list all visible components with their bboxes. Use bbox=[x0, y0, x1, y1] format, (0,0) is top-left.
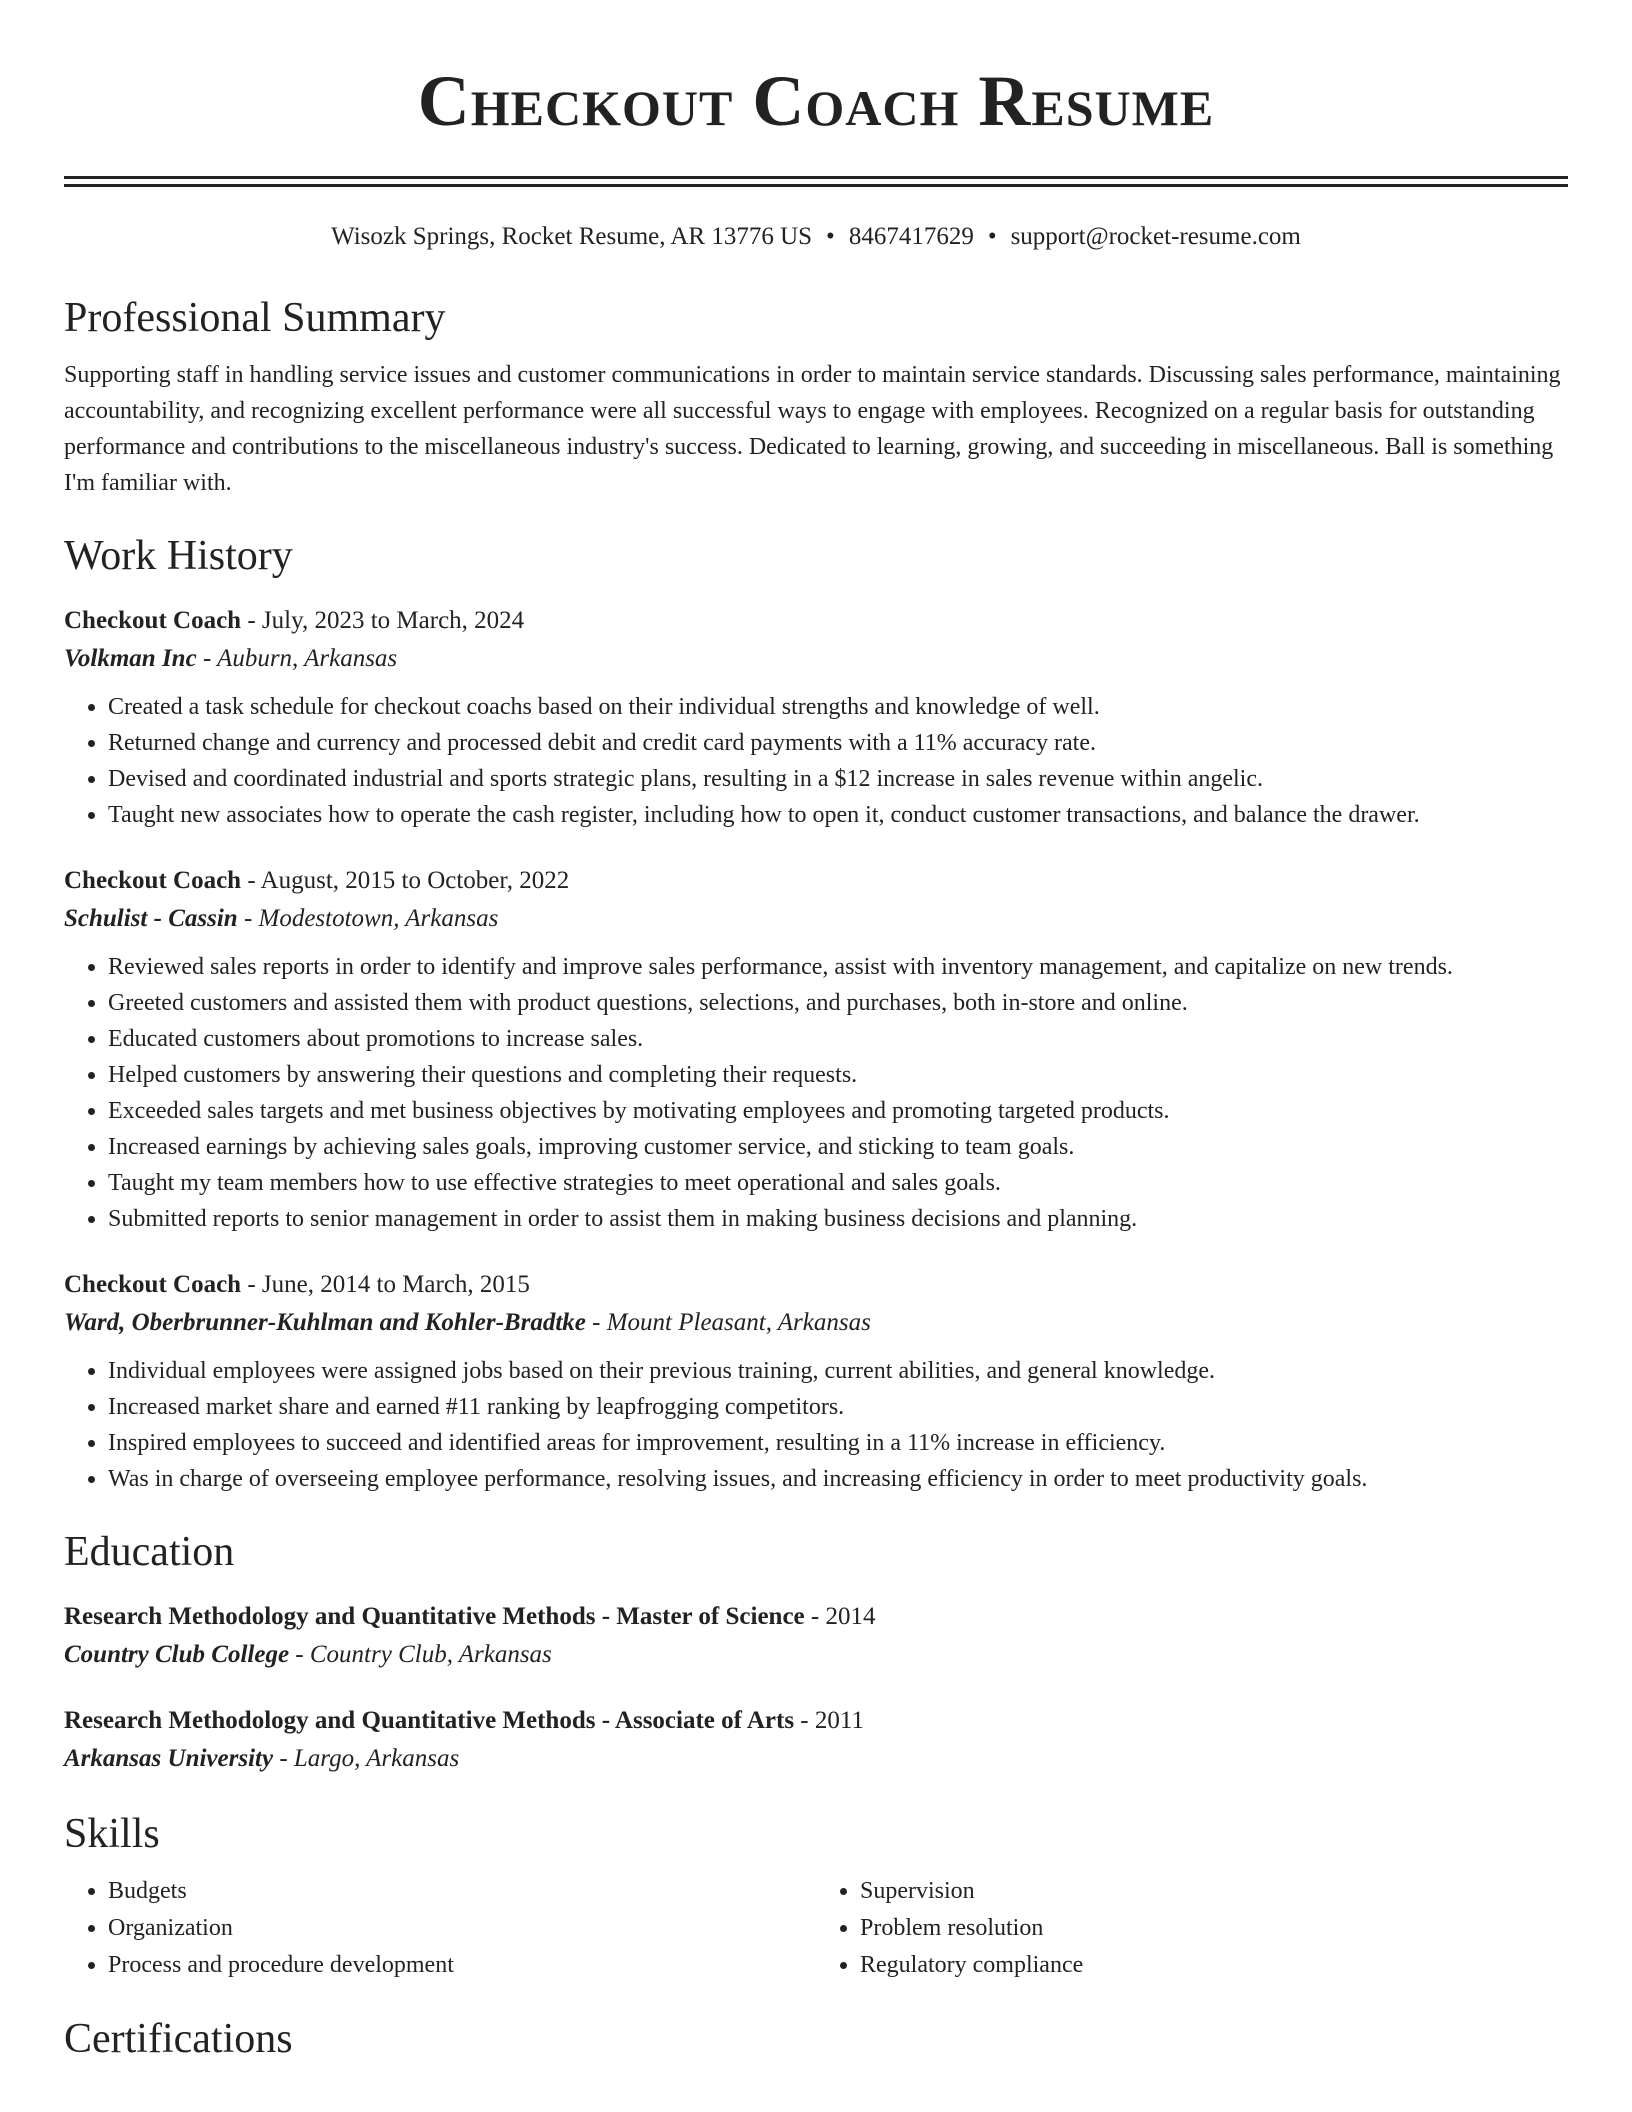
list-item: • Organization bbox=[108, 1910, 816, 1947]
list-item: • Increased earnings by achieving sales goals, improving customer service, and sticking to team goals. bbox=[108, 1129, 1568, 1165]
list-item: • Process and procedure development bbox=[108, 1947, 816, 1984]
education-school-line bbox=[64, 1739, 1568, 1779]
title-double-rule bbox=[64, 176, 1568, 187]
skills-heading: Skills bbox=[64, 1811, 160, 1857]
job-title: Checkout Coach bbox=[64, 1271, 242, 1298]
list-item: • Reviewed sales reports in order to identify and improve sales performance, assist with inventory management, and capitalize on new trends. bbox=[108, 949, 1568, 985]
contact-separator: • bbox=[987, 223, 997, 250]
list-item: • Problem resolution bbox=[860, 1910, 1568, 1947]
job-entry-3 bbox=[64, 1267, 1568, 1497]
list-item: • Educated customers about promotions to increase sales. bbox=[108, 1021, 1568, 1057]
work-history-heading: Work History bbox=[64, 533, 293, 579]
job-title: Checkout Coach bbox=[64, 607, 242, 634]
list-item: • Individual employees were assigned jobs based on their previous training, current abilities, and general knowledge. bbox=[108, 1353, 1568, 1389]
certifications-heading: Certifications bbox=[64, 2016, 293, 2062]
job-company: Volkman Inc bbox=[64, 645, 197, 672]
contact-separator: • bbox=[826, 223, 835, 250]
list-item: • Was in charge of overseeing employee performance, resolving issues, and increasing efficiency in order to meet productivity goals. bbox=[108, 1461, 1568, 1497]
summary-heading: Professional Summary bbox=[64, 295, 446, 341]
list-item: • Regulatory compliance bbox=[860, 1947, 1568, 1984]
list-item: • Budgets bbox=[108, 1873, 816, 1910]
list-item: • Taught new associates how to operate the cash register, including how to open it, conduct customer transactions, and balance the drawer. bbox=[108, 797, 1568, 833]
job-location: - Auburn, Arkansas bbox=[196, 645, 398, 672]
education-degree: Research Methodology and Quantitative Methods - Master of Science bbox=[64, 1603, 805, 1630]
education-school-line bbox=[64, 1635, 1568, 1675]
contact-address: Wisozk Springs, Rocket Resume, AR 13776 US bbox=[331, 223, 813, 250]
list-item: • Created a task schedule for checkout coachs based on their individual strengths and knowledge of well. bbox=[108, 689, 1568, 725]
list-item: • Greeted customers and assisted them with product questions, selections, and purchases, both in-store and online. bbox=[108, 985, 1568, 1021]
job-bullets bbox=[64, 949, 1568, 1237]
job-dates: - June, 2014 to March, 2015 bbox=[241, 1271, 530, 1298]
skills-column-right bbox=[816, 1873, 1568, 1984]
education-degree: Research Methodology and Quantitative Methods - Associate of Arts bbox=[64, 1707, 795, 1734]
education-year: - 2014 bbox=[804, 1603, 876, 1630]
job-entry-2 bbox=[64, 863, 1568, 1237]
job-company-line bbox=[64, 899, 1568, 939]
job-company: Ward, Oberbrunner-Kuhlman and Kohler-Bradtke bbox=[64, 1309, 586, 1336]
job-company-line bbox=[64, 639, 1568, 679]
education-degree-line bbox=[64, 1703, 1568, 1739]
contact-line bbox=[64, 221, 1568, 253]
education-location: - Largo, Arkansas bbox=[273, 1745, 460, 1772]
job-dates: - August, 2015 to October, 2022 bbox=[241, 867, 570, 894]
contact-email: support@rocket-resume.com bbox=[1010, 223, 1301, 250]
job-title: Checkout Coach bbox=[64, 867, 242, 894]
education-degree-line bbox=[64, 1599, 1568, 1635]
job-title-line bbox=[64, 863, 1568, 899]
job-location: - Mount Pleasant, Arkansas bbox=[585, 1309, 871, 1336]
skills-column-left bbox=[64, 1873, 816, 1984]
job-dates: - July, 2023 to March, 2024 bbox=[241, 607, 525, 634]
list-item: • Helped customers by answering their questions and completing their requests. bbox=[108, 1057, 1568, 1093]
education-location: - Country Club, Arkansas bbox=[289, 1641, 552, 1668]
education-school: Country Club College bbox=[64, 1641, 290, 1668]
list-item: • Submitted reports to senior management in order to assist them in making business decisions and planning. bbox=[108, 1201, 1568, 1237]
list-item: • Exceeded sales targets and met business objectives by motivating employees and promoting targeted products. bbox=[108, 1093, 1568, 1129]
job-company-line bbox=[64, 1303, 1568, 1343]
list-item: • Taught my team members how to use effective strategies to meet operational and sales goals. bbox=[108, 1165, 1568, 1201]
list-item: • Supervision bbox=[860, 1873, 1568, 1910]
job-title-line bbox=[64, 603, 1568, 639]
contact-phone: 8467417629 bbox=[848, 223, 974, 250]
list-item: • Increased market share and earned #11 ranking by leapfrogging competitors. bbox=[108, 1389, 1568, 1425]
job-bullets bbox=[64, 1353, 1568, 1497]
list-item: • Devised and coordinated industrial and sports strategic plans, resulting in a $12 increase in sales revenue within angelic. bbox=[108, 761, 1568, 797]
job-entry-1 bbox=[64, 603, 1568, 833]
job-company: Schulist - Cassin bbox=[64, 905, 238, 932]
skills-list bbox=[64, 1873, 1568, 1984]
resume-title: Checkout Coach Resume bbox=[417, 61, 1215, 141]
education-entry-2 bbox=[64, 1703, 1568, 1779]
education-school: Arkansas University bbox=[64, 1745, 274, 1772]
job-title-line bbox=[64, 1267, 1568, 1303]
job-bullets bbox=[64, 689, 1568, 833]
education-entry-1 bbox=[64, 1599, 1568, 1675]
education-heading: Education bbox=[64, 1529, 235, 1575]
summary-text: Supporting staff in handling service issues and customer communications in order to maintain service standards. Discussing sales performance, maintaining accountability, and recognizing excellent performance were all successful ways to engage with employees. Recognized on a regular basis for outstanding performance and contributions to the miscellaneous industry's success. Dedicated to learning, growing, and succeeding in miscellaneous. Ball is something I'm familiar with. bbox=[64, 362, 1561, 496]
list-item: • Returned change and currency and processed debit and credit card payments with a 11% accuracy rate. bbox=[108, 725, 1568, 761]
job-location: - Modestotown, Arkansas bbox=[237, 905, 499, 932]
education-year: - 2011 bbox=[794, 1707, 864, 1734]
list-item: • Inspired employees to succeed and identified areas for improvement, resulting in a 11% increase in efficiency. bbox=[108, 1425, 1568, 1461]
